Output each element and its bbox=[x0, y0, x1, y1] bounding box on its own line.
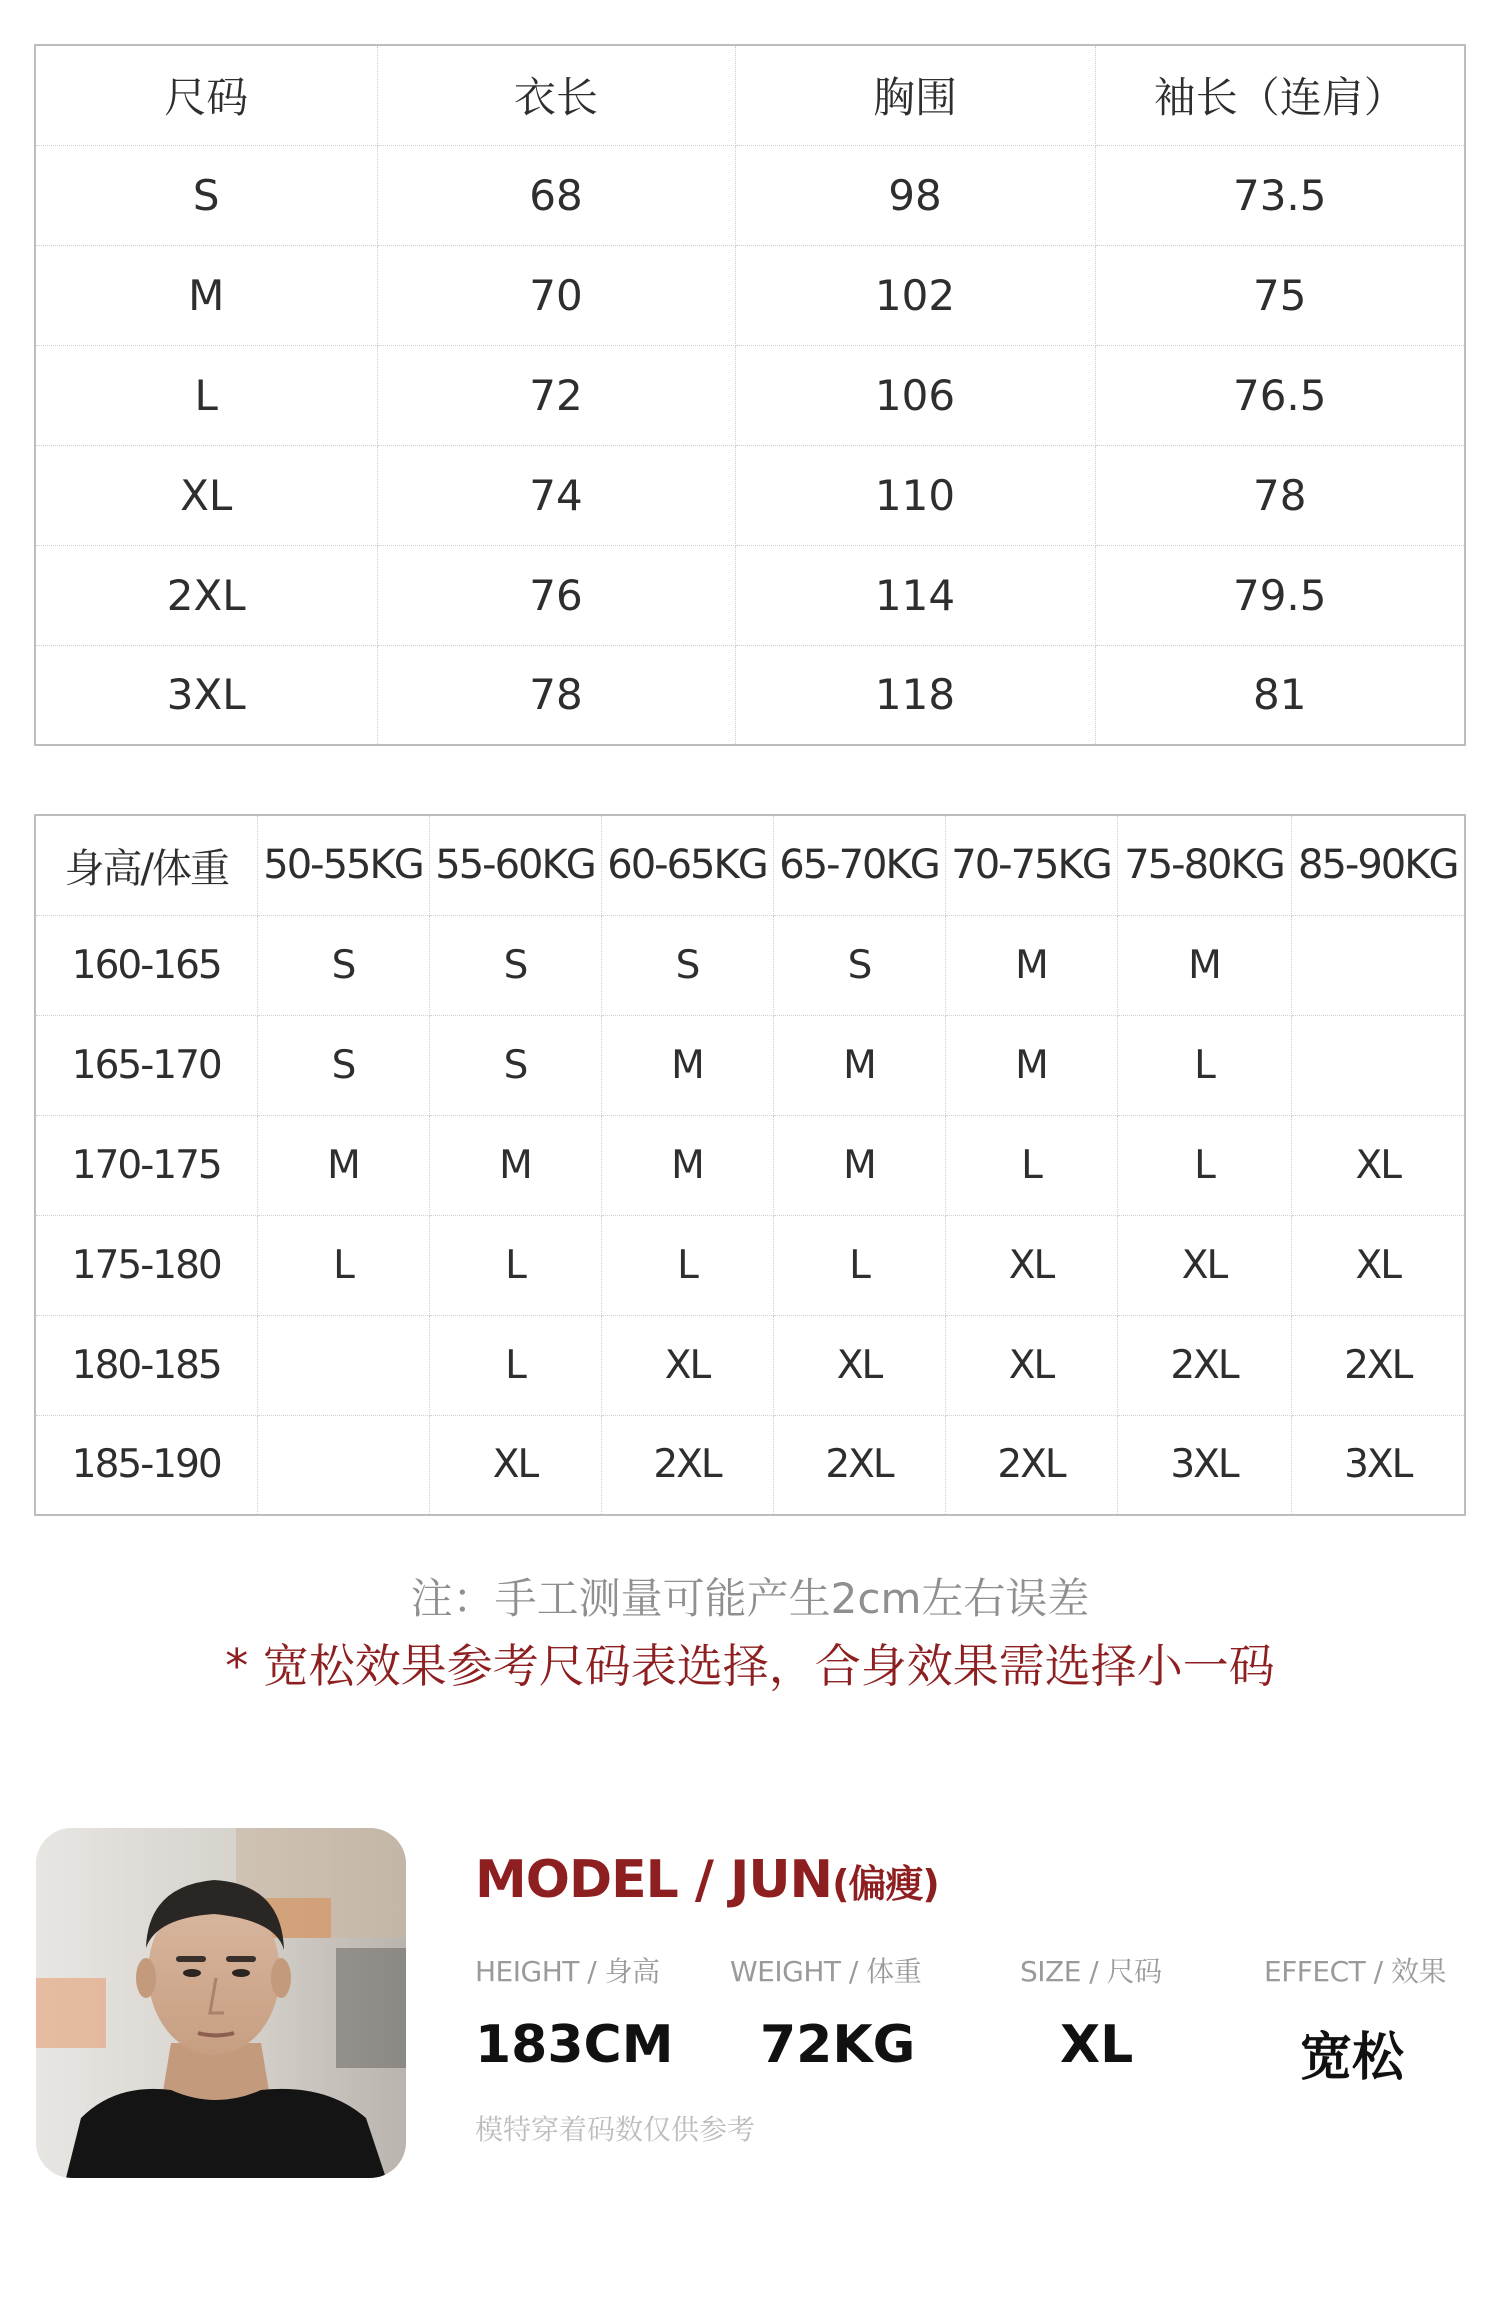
size-cell: S bbox=[773, 915, 945, 1015]
height-range-cell: 165-170 bbox=[35, 1015, 257, 1115]
height-range-cell: 175-180 bbox=[35, 1215, 257, 1315]
size-cell: XL bbox=[35, 445, 377, 545]
size-cell: M bbox=[35, 245, 377, 345]
size-cell bbox=[1291, 1015, 1465, 1115]
size-cell: 2XL bbox=[35, 545, 377, 645]
header-weight-range: 75-80KG bbox=[1117, 815, 1291, 915]
size-cell: M bbox=[1117, 915, 1291, 1015]
chest-cell: 102 bbox=[735, 245, 1095, 345]
size-cell bbox=[257, 1315, 429, 1415]
size-cell: L bbox=[257, 1215, 429, 1315]
size-cell: L bbox=[1117, 1015, 1291, 1115]
height-range-cell: 160-165 bbox=[35, 915, 257, 1015]
header-weight-range: 65-70KG bbox=[773, 815, 945, 915]
size-cell bbox=[257, 1415, 429, 1515]
table-row bbox=[35, 1215, 1465, 1315]
size-cell: M bbox=[945, 915, 1117, 1015]
table-row bbox=[35, 645, 1465, 745]
model-title bbox=[475, 1850, 939, 1910]
table-row bbox=[35, 1015, 1465, 1115]
header-length: 衣长 bbox=[377, 45, 735, 145]
size-cell bbox=[1291, 915, 1465, 1015]
height-range-cell: 180-185 bbox=[35, 1315, 257, 1415]
length-cell: 70 bbox=[377, 245, 735, 345]
size-cell: 2XL bbox=[773, 1415, 945, 1515]
size-cell: M bbox=[773, 1115, 945, 1215]
recommendation-header-row bbox=[35, 815, 1465, 915]
chest-cell: 118 bbox=[735, 645, 1095, 745]
height-label: HEIGHT / 身高 bbox=[475, 1955, 660, 1988]
size-cell: 2XL bbox=[945, 1415, 1117, 1515]
size-cell: L bbox=[429, 1315, 601, 1415]
size-cell: 3XL bbox=[1344, 1442, 1412, 1488]
sleeve-cell: 75 bbox=[1095, 245, 1465, 345]
length-cell: 78 bbox=[377, 645, 735, 745]
sleeve-cell: 79.5 bbox=[1095, 545, 1465, 645]
size-chart-table bbox=[34, 44, 1466, 746]
sleeve-cell: 73.5 bbox=[1095, 145, 1465, 245]
table-row bbox=[35, 145, 1465, 245]
table-row bbox=[35, 1315, 1465, 1415]
model-name: MODEL / JUN bbox=[475, 1850, 833, 1910]
table-row bbox=[35, 445, 1465, 545]
weight-value: 72KG bbox=[760, 2015, 916, 2075]
length-cell: 68 bbox=[377, 145, 735, 245]
size-cell: M bbox=[257, 1115, 429, 1215]
fit-advice-note: * 宽松效果参考尺码表选择，合身效果需选择小一码 bbox=[225, 1639, 1275, 1693]
size-cell: M bbox=[429, 1115, 601, 1215]
header-height-weight: 身高/体重 bbox=[35, 815, 257, 915]
size-cell: S bbox=[257, 1015, 429, 1115]
size-value: XL bbox=[1060, 2015, 1134, 2075]
header-chest: 胸围 bbox=[735, 45, 1095, 145]
table-row bbox=[35, 915, 1465, 1015]
size-cell: XL bbox=[1291, 1115, 1465, 1215]
chest-cell: 110 bbox=[735, 445, 1095, 545]
size-cell: M bbox=[773, 1015, 945, 1115]
size-cell: L bbox=[773, 1215, 945, 1315]
size-cell: L bbox=[601, 1215, 773, 1315]
header-weight-range: 70-75KG bbox=[945, 815, 1117, 915]
header-size: 尺码 bbox=[35, 45, 377, 145]
size-cell: XL bbox=[1117, 1215, 1291, 1315]
height-range-cell: 170-175 bbox=[35, 1115, 257, 1215]
table-row bbox=[35, 245, 1465, 345]
table-row bbox=[35, 1415, 1465, 1515]
size-recommendation-table bbox=[34, 814, 1466, 1516]
length-cell: 72 bbox=[377, 345, 735, 445]
header-weight-range: 85-90KG bbox=[1291, 815, 1465, 915]
size-cell: L bbox=[429, 1215, 601, 1315]
size-cell: M bbox=[601, 1115, 773, 1215]
measurement-note: 注：手工测量可能产生2cm左右误差 bbox=[410, 1574, 1090, 1623]
size-cell: 2XL bbox=[601, 1415, 773, 1515]
size-cell: L bbox=[1117, 1115, 1291, 1215]
size-cell: L bbox=[35, 345, 377, 445]
size-cell: S bbox=[429, 1015, 601, 1115]
table-row bbox=[35, 545, 1465, 645]
size-chart-header-row bbox=[35, 45, 1465, 145]
chest-cell: 106 bbox=[735, 345, 1095, 445]
size-cell: M bbox=[945, 1015, 1117, 1115]
size-cell: S bbox=[35, 145, 377, 245]
size-cell: L bbox=[945, 1115, 1117, 1215]
size-cell: XL bbox=[945, 1315, 1117, 1415]
model-disclaimer: 模特穿着码数仅供参考 bbox=[475, 2113, 756, 2146]
size-cell: S bbox=[257, 915, 429, 1015]
size-cell: S bbox=[429, 915, 601, 1015]
length-cell: 76 bbox=[377, 545, 735, 645]
effect-label: EFFECT / 效果 bbox=[1264, 1955, 1446, 1988]
header-sleeve: 袖长（连肩） bbox=[1095, 45, 1465, 145]
size-cell: XL bbox=[429, 1415, 601, 1515]
chest-cell: 98 bbox=[735, 145, 1095, 245]
size-cell: XL bbox=[1291, 1215, 1465, 1315]
size-cell: XL bbox=[945, 1215, 1117, 1315]
size-cell: M bbox=[601, 1015, 773, 1115]
height-value: 183CM bbox=[475, 2015, 674, 2075]
sleeve-cell: 78 bbox=[1095, 445, 1465, 545]
size-cell: XL bbox=[773, 1315, 945, 1415]
weight-label: WEIGHT / 体重 bbox=[730, 1955, 922, 1988]
length-cell: 74 bbox=[377, 445, 735, 545]
sleeve-cell: 81 bbox=[1253, 670, 1307, 720]
height-range-cell: 185-190 bbox=[35, 1415, 257, 1515]
sleeve-cell: 76.5 bbox=[1095, 345, 1465, 445]
header-weight-range: 50-55KG bbox=[257, 815, 429, 915]
table-row bbox=[35, 345, 1465, 445]
size-label: SIZE / 尺码 bbox=[1020, 1955, 1162, 1988]
model-photo bbox=[36, 1828, 406, 2178]
header-weight-range: 60-65KG bbox=[601, 815, 773, 915]
size-cell: 3XL bbox=[1117, 1415, 1291, 1515]
model-portrait-image bbox=[36, 1828, 406, 2178]
header-weight-range: 55-60KG bbox=[429, 815, 601, 915]
chest-cell: 114 bbox=[735, 545, 1095, 645]
size-cell: S bbox=[601, 915, 773, 1015]
size-cell: 3XL bbox=[35, 645, 377, 745]
model-build: (偏瘦) bbox=[832, 1862, 939, 1906]
effect-value: 宽松 bbox=[1300, 2028, 1405, 2088]
size-cell: XL bbox=[601, 1315, 773, 1415]
size-cell: 2XL bbox=[1291, 1315, 1465, 1415]
size-cell: 2XL bbox=[1117, 1315, 1291, 1415]
table-row bbox=[35, 1115, 1465, 1215]
